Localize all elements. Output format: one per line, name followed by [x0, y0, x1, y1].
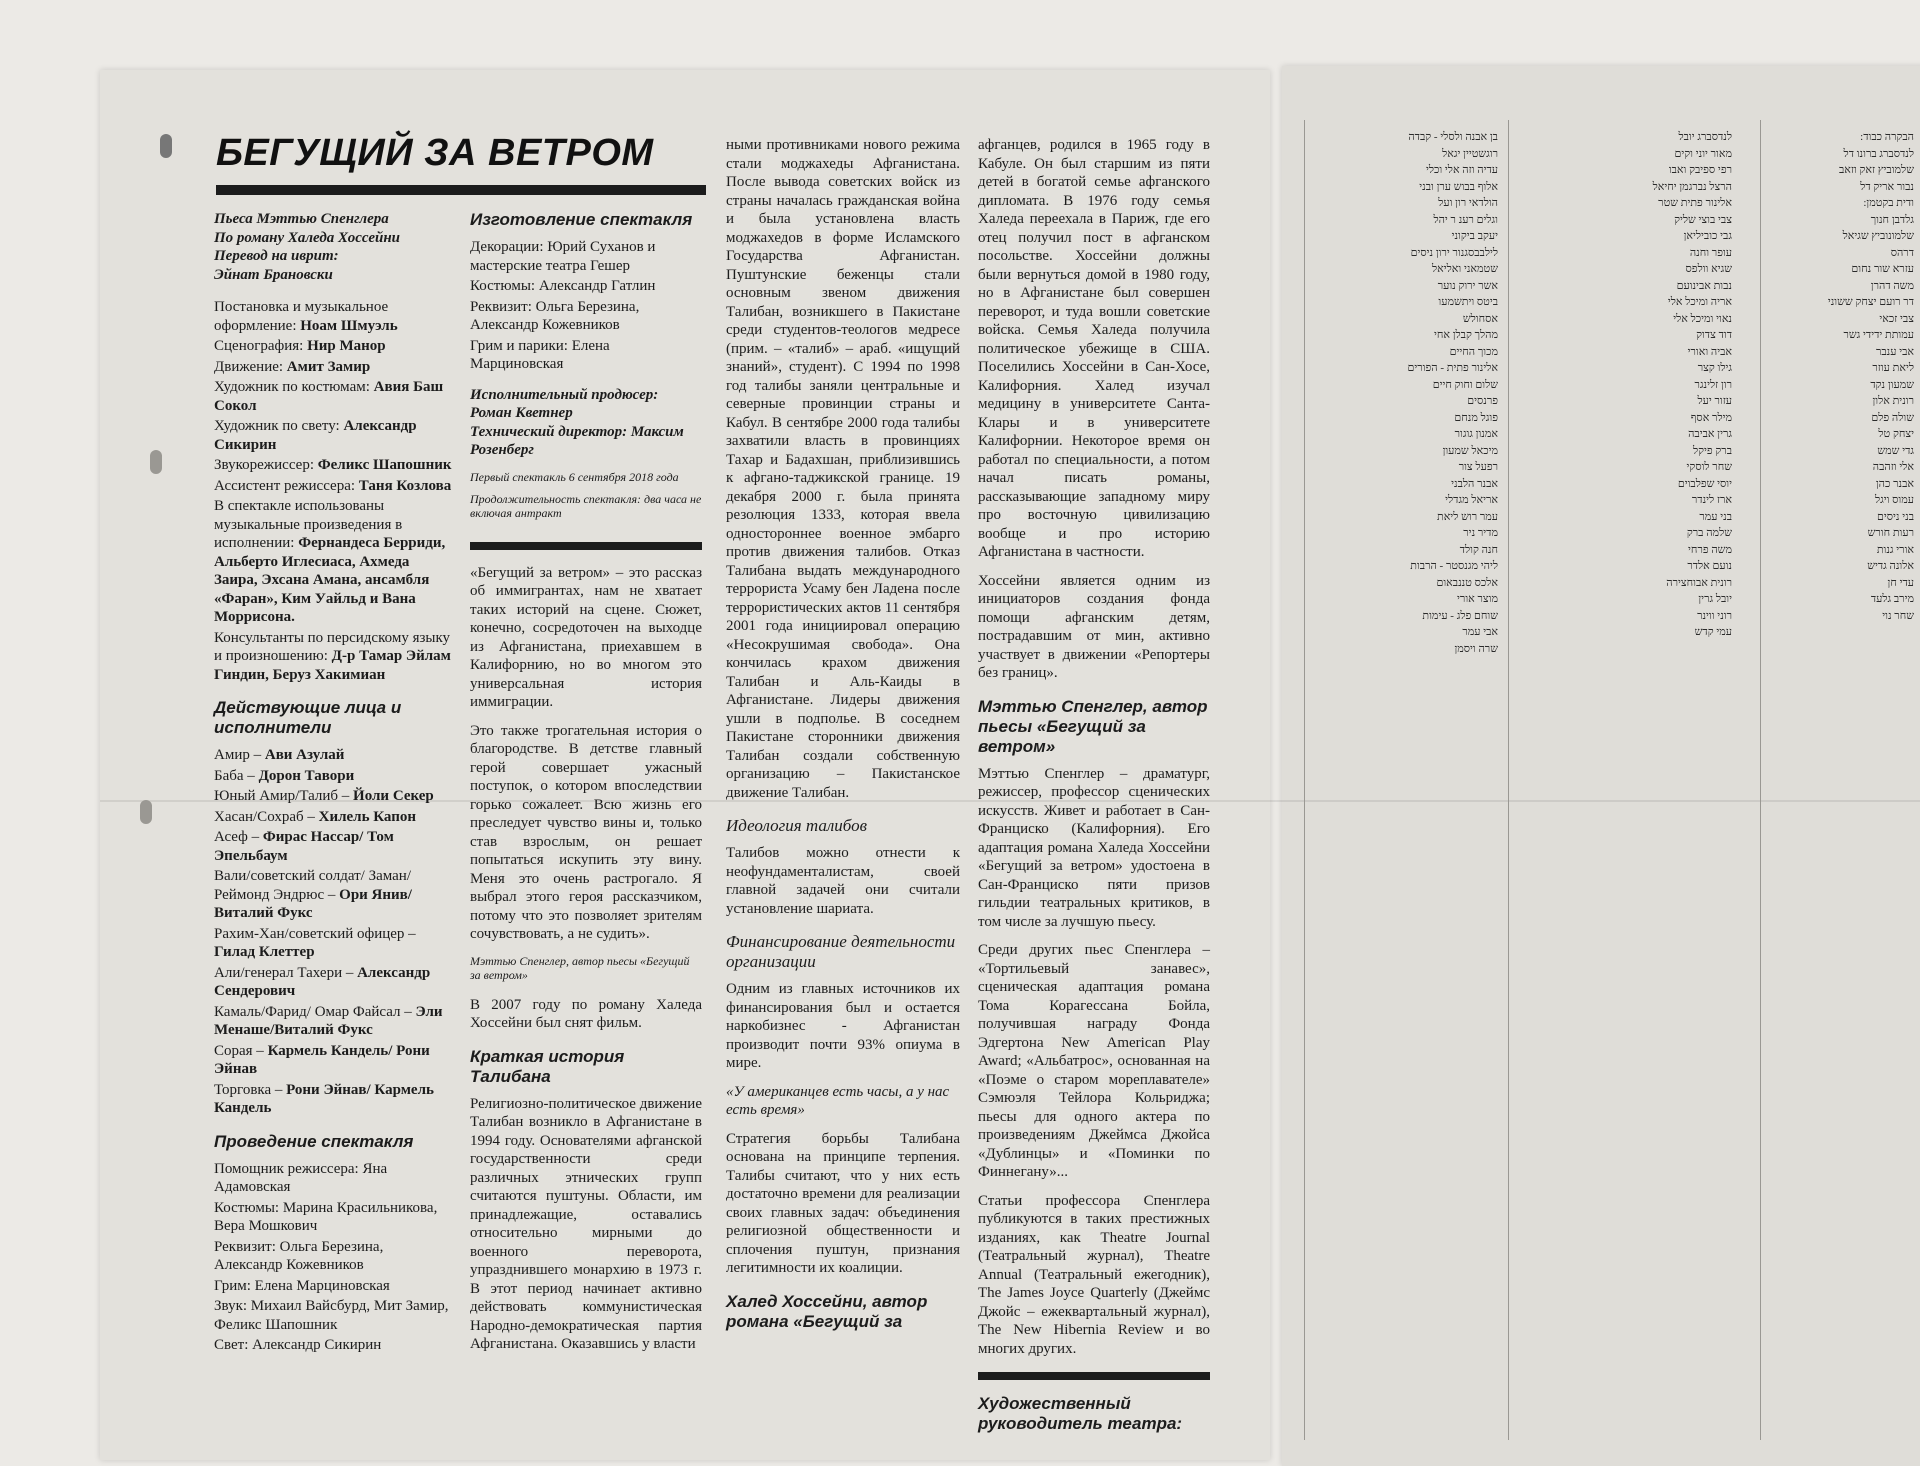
- hebrew-name: עמוס ויגל: [1874, 494, 1914, 506]
- cast-item-name: Кармель Кандель/ Рони Эйнав: [214, 1042, 430, 1077]
- hebrew-name: שגיא וולפס: [1685, 263, 1732, 275]
- page-title: БЕГУЩИЙ ЗА ВЕТРОМ: [216, 132, 654, 174]
- hebrew-name: מירב גלעד: [1870, 593, 1914, 605]
- punch-hole: [140, 800, 152, 824]
- spengler-bio: Мэттью Спенглер – драматург, режиссер, профессор сценических искусств. Живет и работает в Сан-Франциско (Калифорния). Его адаптация романа Халеда Хоссейни «Бегущий за ветром» удостоена в Сан-Франциско пяти призов гильдии театральных критиков, в том числе за лучшую пьесу.: [978, 765, 1210, 930]
- hebrew-name: ליהי מגנסטר - הרבות: [1410, 560, 1498, 572]
- cast-item: [214, 925, 454, 962]
- cast-item-name: Хилель Капон: [318, 808, 417, 825]
- hebrew-name: רון זלינגר: [1694, 378, 1732, 391]
- credit-item: [214, 378, 454, 415]
- credit-item-name: Таня Козлова: [358, 477, 452, 494]
- history-heading: Краткая история Талибана: [470, 1046, 625, 1086]
- credit-item-name: Нир Манор: [307, 338, 386, 354]
- staging-list: [214, 1160, 454, 1355]
- section-rule: [470, 542, 702, 550]
- hebrew-name: נבור אריק דל: [1860, 180, 1914, 193]
- hebrew-name: מילר אסף: [1690, 411, 1732, 424]
- hebrew-name: אלוף בבוש ערן ובני: [1419, 180, 1498, 193]
- hebrew-name: רפעל צור: [1458, 461, 1498, 473]
- hebrew-name: הולדאי רון ועל: [1438, 197, 1498, 209]
- credit-item: [214, 456, 454, 475]
- hebrew-name: שרה ויסמן: [1454, 642, 1498, 655]
- hebrew-name: גילו קצר: [1697, 362, 1732, 374]
- credit-item-name: Ноам Шмуэль: [300, 317, 398, 334]
- hebrew-name: שחר נוי: [1882, 609, 1914, 622]
- hebrew-name: משה דהרן: [1870, 279, 1914, 292]
- hebrew-name: הבקרה כבוד:: [1860, 131, 1914, 143]
- cast-item-name: Гилад Клеттер: [214, 944, 315, 960]
- staging-heading: Проведение спектакля: [214, 1131, 414, 1151]
- cast-item: [214, 808, 454, 827]
- hebrew-name: ארז לינדר: [1691, 494, 1732, 506]
- hebrew-name: עופר וחנה: [1689, 246, 1732, 259]
- ideology-paragraph: Талибов можно отнести к неофундаменталистам, своей главной задачей они считали установление шариата.: [726, 845, 960, 917]
- hebrew-name: עמותת ידידי גשר: [1843, 329, 1914, 341]
- hebrew-name: אריה ומיכל אלי: [1667, 296, 1732, 308]
- staging-item: Звук: Михаил Вайсбурд, Мит Замир, Феликс Шапошник: [214, 1298, 449, 1333]
- hebrew-name: גלדבן חנוך: [1870, 213, 1914, 226]
- hebrew-name: שטמאני ואליאל: [1432, 263, 1498, 275]
- taliban-paragraph: ными противниками нового режима стали моджахеды Афганистана. После вывода советских войск из страны началась гражданская война и была установлена власть моджахедов в форме Исламского Государства Афганистан. Пуштунские беженцы стали основным звеном движения Талибан, возникшего в Пакистане среди студентов-теологов медресе (прим. – «талиб» – араб. «ищущий знаний», студент). С 1994 по 1998 год талибы заняли центральные и северные провинции страны и Кабул. В сентябре 2000 года талибы захватили власть в провинциях Тахар и Бадахшан, приблизившись к афгано-таджикской границе. 19 декабря 2000 г. была принята резолюция 1333, которая ввела одностороннее военное эмбарго против движения талибов. Отказ Талибана выдать международного террориста Усаму бен Ладена после террористических актов 11 сентября 2001 года инициировал операцию «Несокрушимая свобода». Она кончилась крахом движения Талибан и Аль-Каиды в Афганистане. Лидеры движения ушли в подполье. В соседнем Пакистане сторонники движения Талибан создали собственную организацию – Пакистанское движение Талибан.: [726, 137, 960, 801]
- hebrew-name: רפי ספיבק ואבו: [1668, 164, 1732, 176]
- credits-intro: [214, 210, 454, 284]
- hebrew-name: אביה ואורי: [1687, 345, 1732, 358]
- cast-item-role: Асеф –: [214, 829, 263, 845]
- hebrew-name: אריאל מגדלי: [1445, 494, 1498, 506]
- hebrew-name: אבנר כהן: [1875, 477, 1914, 490]
- column-biographies: [978, 136, 1210, 1442]
- hebrew-name: חנה קולד: [1459, 543, 1498, 556]
- hebrew-name: עמי קדש: [1694, 626, 1732, 638]
- hebrew-name: שוחם פלג - עימות: [1422, 609, 1498, 622]
- duration-note: Продолжительность спектакля: два часа не включая антракт: [470, 491, 702, 520]
- cast-item: [214, 1042, 454, 1079]
- music-credit: В спектакле использованы музыкальные произведения в исполнении: Фернандеса Берриди, Альберто Иглесиаса, Ахмеда Заира, Эхсана Амана, ансамбля «Фаран», Ким Уайльд и Вана Моррисона.: [214, 498, 446, 625]
- credit-line: Пьеса Мэттью Спенглера: [214, 211, 389, 227]
- finance-heading: Финансирование деятельности организации: [726, 932, 956, 971]
- hebrew-name: אשר ירוק נוער: [1437, 279, 1498, 292]
- cast-item-role: Торговка –: [214, 1081, 287, 1098]
- section-rule: [978, 1372, 1210, 1380]
- cast-item-role: Юный Амир/Талиб –: [214, 788, 354, 804]
- hebrew-name: ברק פיקל: [1692, 444, 1732, 457]
- hebrew-name: מדיר ניר: [1463, 527, 1498, 539]
- hebrew-name: גבי כוביליאן: [1683, 230, 1732, 242]
- cast-item-name: Рони Эйнав/ Кармель Кандель: [214, 1081, 434, 1116]
- hebrew-name: יצחק טל: [1878, 428, 1914, 440]
- production-item: Декорации: Юрий Суханов и мастерские театра Гешер: [470, 239, 656, 274]
- hebrew-name: אלונה גדיש: [1867, 560, 1914, 572]
- hosseini-foundation: Хоссейни является одним из инициаторов создания фонда помощи афганским детям, пострадавшим от мин, активно участвует в движении «Репортеры без границ».: [978, 572, 1210, 681]
- cast-item-name: Фирас Нассар/ Том Эпельбаум: [214, 829, 394, 864]
- hebrew-name: שלמה ברק: [1686, 527, 1732, 539]
- credit-item-role: Постановка и музыкальное оформление:: [214, 299, 389, 334]
- credit-item-role: Художник по свету:: [214, 418, 344, 434]
- credit-item: [214, 298, 454, 335]
- spengler-articles: Статьи профессора Спенглера публикуются в таких престижных изданиях, как Theatre Journal (Театральный журнал), Theatre Annual (Театральный ежегодник), The James Joyce Quarterly (Джеймс Джойс – ежеквартальный журнал), The New Hibernia Review и во многих других.: [978, 1192, 1210, 1357]
- premiere-date: Первый спектакль 6 сентября 2018 года: [470, 469, 679, 484]
- quote-paragraph: «Бегущий за ветром» – это рассказ об иммигрантах, нам не хватает таких историй на сцене. Сюжет, конечно, сосредоточен на выходце из Афганистана, приехавшем в Калифорнию, но во многом это универсальная история иммиграции.: [470, 564, 702, 710]
- hebrew-name: רוני ווינר: [1697, 609, 1732, 622]
- hebrew-name: יוסי שפלבוים: [1677, 477, 1732, 490]
- hebrew-name: נועם אלדר: [1687, 560, 1732, 572]
- hebrew-name: עדיה וזה אלי וכלי: [1425, 164, 1498, 176]
- cast-item-role: Вали/советский солдат/ Заман/Реймонд Эндрюс –: [214, 868, 412, 903]
- artistic-director-heading: Художественный руководитель театра:: [978, 1394, 1183, 1433]
- hebrew-name: אורי גנות: [1876, 543, 1914, 556]
- hebrew-name: שלמוביץ זאק וזאב: [1838, 164, 1914, 176]
- cast-item: [214, 828, 454, 865]
- hebrew-name: וגלים רענ ר יהל: [1433, 213, 1498, 226]
- hebrew-name: רונית אלון: [1872, 395, 1914, 407]
- hebrew-name: נבות אבינועם: [1676, 279, 1732, 292]
- cast-item: [214, 1003, 454, 1040]
- hosseini-heading: Халед Хоссейни, автор романа «Бегущий за: [726, 1291, 928, 1331]
- punch-hole: [160, 134, 172, 158]
- hebrew-name: בני ניסים: [1877, 510, 1914, 523]
- hebrew-name: עזור יעל: [1697, 395, 1732, 407]
- column-credits: [214, 210, 454, 1357]
- credit-item: [214, 417, 454, 454]
- production-item: Грим и парики: Елена Марциновская: [470, 337, 610, 372]
- hebrew-name: אלי וזהבה: [1872, 461, 1914, 473]
- hebrew-name: שלום וחוק חיים: [1432, 378, 1498, 391]
- hebrew-name: אלכס טננבאום: [1436, 576, 1498, 589]
- hebrew-name: אלינור פתית - הפורים: [1407, 362, 1498, 374]
- hebrew-name: בן אבנה ולסלי - קבדה: [1408, 131, 1498, 143]
- hebrew-name: צבי בוצי שליק: [1674, 213, 1732, 226]
- exec-producer: Исполнительный продюсер: Роман Кветнер: [470, 386, 659, 421]
- credit-item-role: Звукорежиссер:: [214, 457, 318, 473]
- credit-line: По роману Халеда Хоссейни: [214, 229, 401, 246]
- spengler-heading: Мэттью Спенглер, автор пьесы «Бегущий за ветром»: [978, 696, 1208, 756]
- spengler-plays: Среди других пьес Спенглера – «Тортильевый занавес», сценическая адаптация романа Тома Корагессана Бойла, получившая награду Фонда Эдгертона New American Play Award; «Альбатрос», основанная на «Поэме о старом мореплавателе» Сэмюэля Тейлора Кольриджа; пьесы для одного актера по произведениям Джеймса Джойса «Дублинцы» и «Поминки по Финнегану»...: [978, 942, 1210, 1180]
- hebrew-name: דוד צדוק: [1696, 329, 1732, 341]
- staging-item: Реквизит: Ольга Березина, Александр Кожевников: [214, 1238, 384, 1273]
- cast-heading: Действующие лица и исполнители: [214, 698, 402, 737]
- credit-item-role: Движение:: [214, 358, 287, 375]
- cast-item-role: Али/генерал Тахери –: [214, 964, 358, 981]
- hebrew-name: רונית אבוחצירה: [1666, 576, 1732, 589]
- credit-line: Эйнат Брановски: [214, 266, 333, 283]
- cast-item-role: Амир –: [214, 747, 265, 763]
- column-divider: [1304, 120, 1305, 1440]
- pull-quote: «У американцев есть часы, а у нас есть время»: [726, 1083, 950, 1118]
- film-note: В 2007 году по роману Халеда Хоссейни был снят фильм.: [470, 996, 702, 1031]
- hebrew-name: לילבבסגנור ירון ניסים: [1410, 246, 1498, 259]
- hosseini-bio: афганцев, родился в 1965 году в Кабуле. Он был старшим из пяти детей в богатой семье афганского дипломата. В 1976 году семья Халеда переехала в Париж, где его отец получил пост в афганском посольстве. Хоссейни должны были вернуться домой в 1980 году, но в Афганистане был совершен переворот, и туда вошли советские войска. Семья Халеда получила политическое убежище в США. Поселились Хоссейни в Сан-Хосе, Калифорния. Халед изучал медицину в университете Санта-Клары и в университете Калифорнии. Некоторое время он работал по специальности, а потом начал писать романы, рассказывающие западному миру про восточную цивилизацию вообще и про историю Афганистана в частности.: [978, 137, 1210, 560]
- hebrew-name: ליאת עוזר: [1872, 362, 1914, 374]
- column-taliban: [726, 136, 960, 1340]
- hebrew-name: ודית בקטמן:: [1863, 197, 1914, 209]
- hebrew-name: שמעון נקד: [1870, 378, 1914, 391]
- cast-list: [214, 746, 454, 1118]
- cast-item: [214, 767, 454, 786]
- production-heading: Изготовление спектакля: [470, 210, 693, 229]
- credit-item: [214, 477, 454, 496]
- tech-director: Технический директор: Максим Розенберг: [470, 423, 684, 458]
- hebrew-name: דרהס: [1890, 246, 1914, 259]
- hebrew-name: מאור יוני וקים: [1674, 147, 1732, 160]
- hebrew-name: מהלך קבלן אחי: [1433, 329, 1498, 341]
- finance-paragraph: Одним из главных источников их финансирования был и остается наркобизнес - Афганистан производит почти 93% опиума в мире.: [726, 981, 960, 1071]
- credit-line: Перевод на иврит:: [214, 248, 339, 264]
- cast-item: [214, 787, 454, 806]
- column-production: [470, 210, 702, 1364]
- hebrew-name: שלמונוביץ שגיאל: [1842, 230, 1914, 242]
- hebrew-name: משה פרחי: [1688, 543, 1732, 556]
- hebrew-name: אלינור פתית שטר: [1658, 197, 1732, 209]
- credit-item-name: Александр Сикирин: [214, 418, 417, 453]
- staging-item: Помощник режиссера: Яна Адамовская: [214, 1160, 388, 1195]
- cast-item-role: Сорая –: [214, 1042, 268, 1059]
- quote-paragraph: Это также трогательная история о благородстве. В детстве главный герой совершает ужасный поступок, о котором впоследствии горько сожалеет. Всю жизнь его преследует чувство вины и, только став взрослым, он решает попытаться искупить эту вину. Меня это очень растрогало. Я выбрал этого героя рассказчиком, потому что это позволяет зрителям сочувствовать, а не судить».: [470, 722, 702, 942]
- credit-item-name: Авия Баш Сокол: [214, 379, 444, 414]
- cast-item-name: Ави Азулай: [264, 747, 345, 763]
- credit-item-name: Амит Замир: [286, 358, 371, 375]
- hebrew-name: אבי ענבר: [1875, 345, 1914, 358]
- staging-item: Костюмы: Марина Красильникова, Вера Мошкович: [214, 1199, 438, 1234]
- cast-item-name: Эли Менаше/Виталий Фукс: [214, 1003, 443, 1038]
- ideology-heading: Идеология талибов: [726, 816, 867, 835]
- credits-list: [214, 298, 454, 495]
- history-paragraph: Религиозно-политическое движение Талибан возникло в Афганистане в 1994 году. Основателями афганской государственности среди различных этнических групп считаются пуштуны. Области, им принадлежащие, оставались относительно мирными до военного переворота, упразднившего монархию в 1973 г. В этот период начинает активно действовать коммунистическая Народно-демократическая партия Афганистана. Оказавшись у власти: [470, 1095, 702, 1352]
- hebrew-name: שחר לוסקי: [1686, 461, 1732, 473]
- hebrew-name: מכוך החיים: [1449, 345, 1498, 358]
- hebrew-column-c: [1774, 130, 1914, 625]
- hebrew-name: רוגשטיין יגאל: [1442, 147, 1498, 160]
- cast-item-name: Дорон Тавори: [258, 767, 355, 784]
- cast-item-name: Йоли Секер: [353, 788, 434, 804]
- hebrew-name: אמנון גוגור: [1454, 428, 1498, 440]
- hebrew-name: אבי עמר: [1462, 626, 1498, 638]
- hebrew-column-b: [1522, 130, 1732, 642]
- hebrew-column-a: [1318, 130, 1498, 658]
- hebrew-name: דר רועם יצחק ששוני: [1827, 296, 1914, 308]
- credit-item: [214, 337, 454, 356]
- hebrew-name: עדי חן: [1887, 576, 1914, 589]
- hebrew-name: לנדסברג ברונו דל: [1843, 147, 1914, 160]
- credit-item-role: Сценография:: [214, 338, 308, 354]
- hebrew-name: עמר רוש ליאת: [1437, 510, 1498, 523]
- hebrew-name: יובל גרין: [1698, 593, 1732, 605]
- hebrew-name: פוגל מנחם: [1454, 411, 1498, 424]
- hebrew-name: ביטס ויתשמעו: [1438, 296, 1498, 308]
- cast-item-role: Камаль/Фарид/ Омар Файсал –: [214, 1003, 416, 1020]
- hebrew-name: הרצל נברגמן יחיאל: [1652, 180, 1732, 193]
- hebrew-name: עזרא שור נחום: [1851, 263, 1914, 275]
- hebrew-name: פרנסים: [1467, 395, 1498, 407]
- hebrew-name: מיכאל שמעון: [1442, 444, 1498, 457]
- quote-attribution: Мэттью Спенглер, автор пьесы «Бегущий за ветром»: [470, 953, 690, 982]
- credit-item: [214, 358, 454, 377]
- staging-item: Грим: Елена Марциновская: [214, 1277, 390, 1294]
- production-item: Реквизит: Ольга Березина, Александр Кожевников: [470, 298, 640, 333]
- hebrew-name: אסחולש: [1462, 312, 1498, 325]
- cast-item: [214, 746, 454, 765]
- column-divider: [1760, 120, 1761, 1440]
- credit-item-role: Ассистент режиссера:: [214, 477, 359, 494]
- credit-item-role: Художник по костюмам:: [214, 379, 374, 395]
- consultant-credit: Консультанты по персидскому языку и произношению: Д-р Тамар Эйлам Гиндин, Беруз Хакимиан: [214, 629, 451, 683]
- cast-item-role: Хасан/Сохраб –: [214, 808, 319, 825]
- hebrew-name: גרין אביבה: [1688, 428, 1732, 440]
- cast-item-role: Рахим-Хан/советский офицер –: [214, 925, 416, 942]
- strategy-paragraph: Стратегия борьбы Талибана основана на принципе терпения. Талибы считают, что у них есть достаточно времени для реализации своих главных задач: объединения религиозной общественности и сплочения пуштун, признания легитимности их коалиции.: [726, 1130, 960, 1276]
- title-rule: [216, 185, 706, 195]
- hebrew-name: בני עמר: [1699, 510, 1732, 523]
- hebrew-name: אבנר הלבני: [1451, 477, 1498, 490]
- punch-hole: [150, 450, 162, 474]
- hebrew-name: לנדסברג יובל: [1678, 131, 1732, 143]
- hebrew-name: רעות חורש: [1867, 527, 1914, 539]
- hebrew-name: שולה פלם: [1871, 411, 1914, 424]
- production-item: Костюмы: Александр Гатлин: [470, 278, 656, 294]
- cast-item: [214, 1081, 454, 1118]
- cast-item: [214, 867, 454, 923]
- production-list: [470, 238, 702, 374]
- hebrew-name: מוצר אורי: [1457, 593, 1498, 605]
- cast-item: [214, 964, 454, 1001]
- hebrew-name: צבי זכאי: [1879, 312, 1914, 325]
- cast-item-name: Александр Сендерович: [214, 964, 431, 999]
- column-divider: [1508, 120, 1509, 1440]
- hebrew-name: גדי שמש: [1877, 444, 1914, 457]
- staging-item: Свет: Александр Сикирин: [214, 1337, 382, 1353]
- credit-item-name: Феликс Шапошник: [317, 457, 452, 473]
- cast-item-name: Ори Янив/Виталий Фукс: [214, 886, 412, 921]
- hebrew-name: יעקב ביקוני: [1451, 230, 1498, 242]
- cast-item-role: Баба –: [214, 767, 259, 784]
- hebrew-name: נאוי ומיכל אלי: [1673, 312, 1732, 325]
